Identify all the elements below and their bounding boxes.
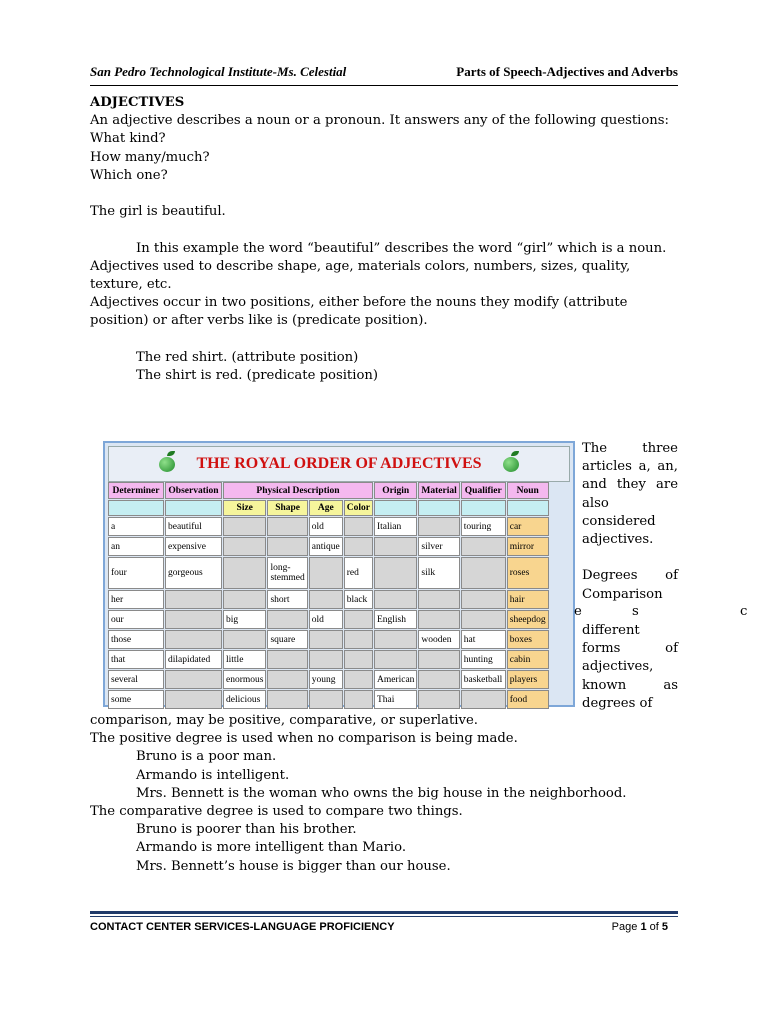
royal-order-figure xyxy=(103,441,575,707)
header-topic: Parts of Speech-Adjectives and Adverbs xyxy=(456,64,678,79)
subheader-shape: Shape xyxy=(267,500,307,516)
stray-letter: e xyxy=(574,604,582,619)
attribute-example: The red shirt. (attribute position) xyxy=(136,349,359,365)
table-cell xyxy=(344,690,373,709)
table-cell xyxy=(344,630,373,649)
table-cell: mirror xyxy=(507,537,549,556)
subheader-color: Color xyxy=(344,500,373,516)
table-cell: wooden xyxy=(418,630,459,649)
header-noun: Noun xyxy=(507,482,549,499)
table-cell: car xyxy=(507,517,549,536)
table-cell xyxy=(418,690,459,709)
table-cell: Italian xyxy=(374,517,417,536)
example-line: Bruno is a poor man. xyxy=(136,749,277,765)
example-line: Mrs. Bennett’s house is bigger than our house. xyxy=(136,858,451,874)
section-heading: ADJECTIVES xyxy=(90,95,185,110)
table-cell xyxy=(344,517,373,536)
header-qualifier: Qualifier xyxy=(461,482,506,499)
figure-title: THE ROYAL ORDER OF ADJECTIVES xyxy=(196,455,482,472)
table-cell xyxy=(267,690,307,709)
uses-paragraph: Adjectives used to describe shape, age, materials colors, numbers, sizes, quality, texture, etc. xyxy=(90,258,631,292)
table-row xyxy=(108,610,549,629)
subheader-age: Age xyxy=(309,500,343,516)
header-divider xyxy=(90,85,678,86)
table-cell xyxy=(418,590,459,609)
footer-course: CONTACT CENTER SERVICES-LANGUAGE PROFICIENCY xyxy=(90,921,395,933)
table-cell xyxy=(374,537,417,556)
example-line: Mrs. Bennett is the woman who owns the big house in the neighborhood. xyxy=(136,785,627,801)
table-cell: hat xyxy=(461,630,506,649)
table-cell xyxy=(418,670,459,689)
header-observation: Observation xyxy=(165,482,222,499)
explanation-paragraph: In this example the word “beautiful” describes the word “girl” which is a noun. xyxy=(136,240,667,256)
table-cell: hunting xyxy=(461,650,506,669)
page-of: of xyxy=(649,921,659,933)
table-header-row xyxy=(108,482,549,499)
table-cell: our xyxy=(108,610,164,629)
table-cell xyxy=(418,610,459,629)
table-cell xyxy=(374,650,417,669)
table-cell: players xyxy=(507,670,549,689)
table-cell xyxy=(223,557,266,589)
table-cell: old xyxy=(309,610,343,629)
table-row xyxy=(108,537,549,556)
table-cell: food xyxy=(507,690,549,709)
table-row xyxy=(108,630,549,649)
table-cell: a xyxy=(108,517,164,536)
example-line: Bruno is poorer than his brother. xyxy=(136,822,357,838)
table-cell: Thai xyxy=(374,690,417,709)
table-cell: four xyxy=(108,557,164,589)
table-cell xyxy=(309,590,343,609)
table-row xyxy=(108,517,549,536)
table-cell xyxy=(461,590,506,609)
table-cell xyxy=(267,650,307,669)
stray-letter: s xyxy=(632,604,639,619)
articles-paragraph: The three articles a, an, and they are also considered adjectives. xyxy=(582,441,678,548)
table-cell xyxy=(461,690,506,709)
page-header xyxy=(90,62,678,84)
table-cell: little xyxy=(223,650,266,669)
table-cell xyxy=(461,610,506,629)
predicate-example: The shirt is red. (predicate position) xyxy=(136,368,379,383)
table-cell xyxy=(309,690,343,709)
table-cell xyxy=(165,590,222,609)
table-cell xyxy=(309,630,343,649)
question-which-one: Which one? xyxy=(90,167,168,183)
table-cell: cabin xyxy=(507,650,549,669)
table-cell: touring xyxy=(461,517,506,536)
table-subheader-row xyxy=(108,500,549,516)
table-cell xyxy=(309,650,343,669)
side-column-text xyxy=(582,440,678,713)
table-cell: basketball xyxy=(461,670,506,689)
positions-paragraph: Adjectives occur in two positions, either before the nouns they modify (attribute position) or after verbs like is (predicate position). xyxy=(90,295,628,329)
table-cell xyxy=(374,590,417,609)
table-cell xyxy=(223,630,266,649)
table-cell xyxy=(165,670,222,689)
footer-page-number xyxy=(612,921,668,933)
table-cell xyxy=(165,630,222,649)
table-cell: beautiful xyxy=(165,517,222,536)
example-line: Armando is more intelligent than Mario. xyxy=(136,840,407,856)
example-line: Armando is intelligent. xyxy=(136,767,290,783)
header-physical-description: Physical Description xyxy=(223,482,373,499)
example-sentence: The girl is beautiful. xyxy=(90,204,226,220)
table-cell: expensive xyxy=(165,537,222,556)
apple-icon xyxy=(501,451,521,473)
table-cell xyxy=(223,537,266,556)
table-row xyxy=(108,650,549,669)
table-cell: her xyxy=(108,590,164,609)
comparative-degree-line: The comparative degree is used to compare two things. xyxy=(90,804,463,820)
question-how-many: How many/much? xyxy=(90,149,210,165)
table-cell xyxy=(344,670,373,689)
table-cell: American xyxy=(374,670,417,689)
table-cell: old xyxy=(309,517,343,536)
table-cell: big xyxy=(223,610,266,629)
table-cell: several xyxy=(108,670,164,689)
table-cell xyxy=(309,557,343,589)
header-origin: Origin xyxy=(374,482,417,499)
table-cell: roses xyxy=(507,557,549,589)
table-cell: delicious xyxy=(223,690,266,709)
table-row xyxy=(108,670,549,689)
table-cell: hair xyxy=(507,590,549,609)
table-cell: silver xyxy=(418,537,459,556)
table-row xyxy=(108,690,549,709)
stray-letter: c xyxy=(740,604,748,619)
table-cell xyxy=(344,650,373,669)
table-cell: antique xyxy=(309,537,343,556)
table-cell xyxy=(267,537,307,556)
table-cell: short xyxy=(267,590,307,609)
table-cell xyxy=(344,610,373,629)
table-cell xyxy=(165,610,222,629)
positive-degree-line: The positive degree is used when no comparison is being made. xyxy=(90,731,518,747)
table-row xyxy=(108,590,549,609)
table-cell: square xyxy=(267,630,307,649)
footer-divider-thin xyxy=(90,916,678,917)
table-cell: dilapidated xyxy=(165,650,222,669)
table-cell xyxy=(267,670,307,689)
question-what-kind: What kind? xyxy=(90,131,166,147)
table-cell: red xyxy=(344,557,373,589)
comparison-line: comparison, may be positive, comparative, or superlative. xyxy=(90,713,478,728)
table-cell: silk xyxy=(418,557,459,589)
table-cell xyxy=(223,590,266,609)
table-cell xyxy=(223,517,266,536)
table-cell xyxy=(374,630,417,649)
table-cell xyxy=(374,557,417,589)
table-cell xyxy=(461,557,506,589)
intro-paragraph: An adjective describes a noun or a pronoun. It answers any of the following questions: xyxy=(90,113,670,129)
table-cell: that xyxy=(108,650,164,669)
table-cell: long-stemmed xyxy=(267,557,307,589)
comparison-text xyxy=(90,712,678,876)
degrees-continuation: different forms of adjectives, known as degrees of xyxy=(582,623,678,711)
royal-order-table xyxy=(107,481,550,710)
main-text xyxy=(90,94,678,385)
table-cell: English xyxy=(374,610,417,629)
table-cell: boxes xyxy=(507,630,549,649)
table-cell xyxy=(461,537,506,556)
table-cell: enormous xyxy=(223,670,266,689)
table-cell: sheepdog xyxy=(507,610,549,629)
header-determiner: Determiner xyxy=(108,482,164,499)
header-institution: San Pedro Technological Institute-Ms. Celestial xyxy=(90,64,347,79)
table-cell xyxy=(267,610,307,629)
figure-title-band xyxy=(108,446,570,482)
table-cell: an xyxy=(108,537,164,556)
table-cell xyxy=(418,650,459,669)
table-cell: gorgeous xyxy=(165,557,222,589)
table-cell: some xyxy=(108,690,164,709)
table-cell: young xyxy=(309,670,343,689)
table-cell xyxy=(418,517,459,536)
table-cell xyxy=(165,690,222,709)
page-total: 5 xyxy=(661,921,668,933)
table-cell: black xyxy=(344,590,373,609)
page-label: Page xyxy=(611,921,638,933)
degrees-heading-fragment: Degrees of Comparison xyxy=(582,568,678,602)
table-row xyxy=(108,557,549,589)
table-cell: those xyxy=(108,630,164,649)
footer-divider-thick xyxy=(90,911,678,914)
table-cell xyxy=(267,517,307,536)
header-material: Material xyxy=(418,482,459,499)
table-cell xyxy=(344,537,373,556)
page-current: 1 xyxy=(640,921,647,933)
subheader-size: Size xyxy=(223,500,266,516)
